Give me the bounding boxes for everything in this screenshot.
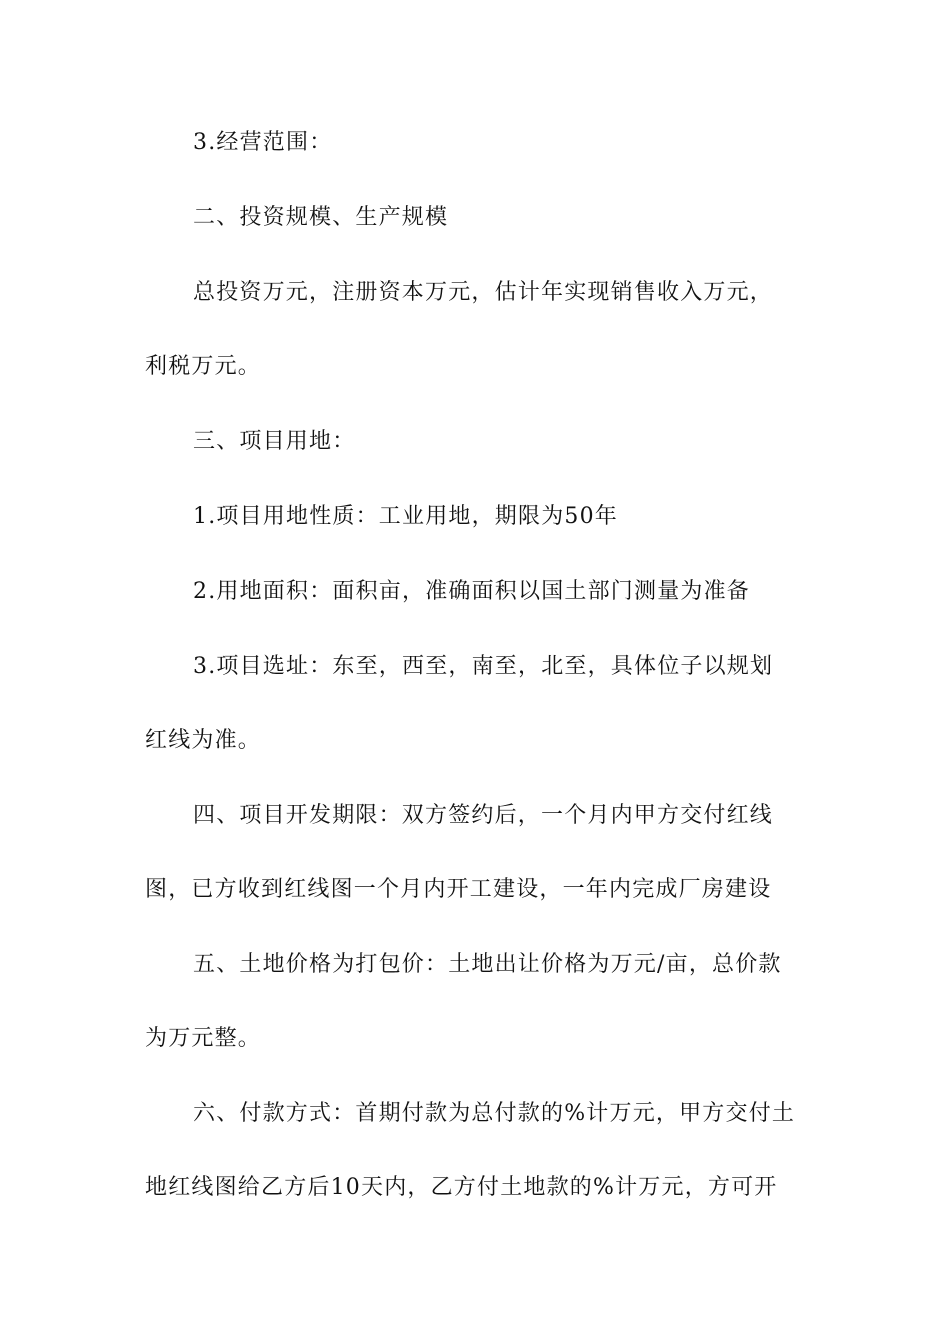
section-item-business-scope: 3.经营范围： xyxy=(193,130,333,155)
section-heading-payment-method-line-1: 六、付款方式：首期付款为总付款的%计万元，甲方交付土 xyxy=(193,1101,796,1126)
section-item-land-nature: 1.项目用地性质：工业用地，期限为50年 xyxy=(193,504,618,529)
section-heading-payment-method-line-2: 地红线图给乙方后10天内，乙方付土地款的%计万元，方可开 xyxy=(145,1175,778,1200)
section-item-land-area: 2.用地面积：面积亩，准确面积以国土部门测量为准备 xyxy=(193,579,750,604)
section-heading-development-period-line-1: 四、项目开发期限：双方签约后，一个月内甲方交付红线 xyxy=(193,803,774,828)
section-heading-development-period-line-2: 图，已方收到红线图一个月内开工建设，一年内完成厂房建设 xyxy=(145,877,772,902)
document-body xyxy=(145,131,810,1200)
section-heading-project-land: 三、项目用地： xyxy=(193,429,356,454)
paragraph-investment-line-2: 利税万元。 xyxy=(145,354,262,379)
section-item-site-location-line-2: 红线为准。 xyxy=(145,728,262,753)
section-heading-land-price-line-2: 为万元整。 xyxy=(145,1026,262,1051)
section-item-site-location-line-1: 3.项目选址：东至，西至，南至，北至，具体位子以规划 xyxy=(193,654,774,679)
section-heading-investment-scale: 二、投资规模、生产规模 xyxy=(193,205,449,230)
section-heading-land-price-line-1: 五、土地价格为打包价：土地出让价格为万元/亩，总价款 xyxy=(193,952,782,977)
paragraph-investment-line-1: 总投资万元，注册资本万元，估计年实现销售收入万元， xyxy=(193,280,774,305)
